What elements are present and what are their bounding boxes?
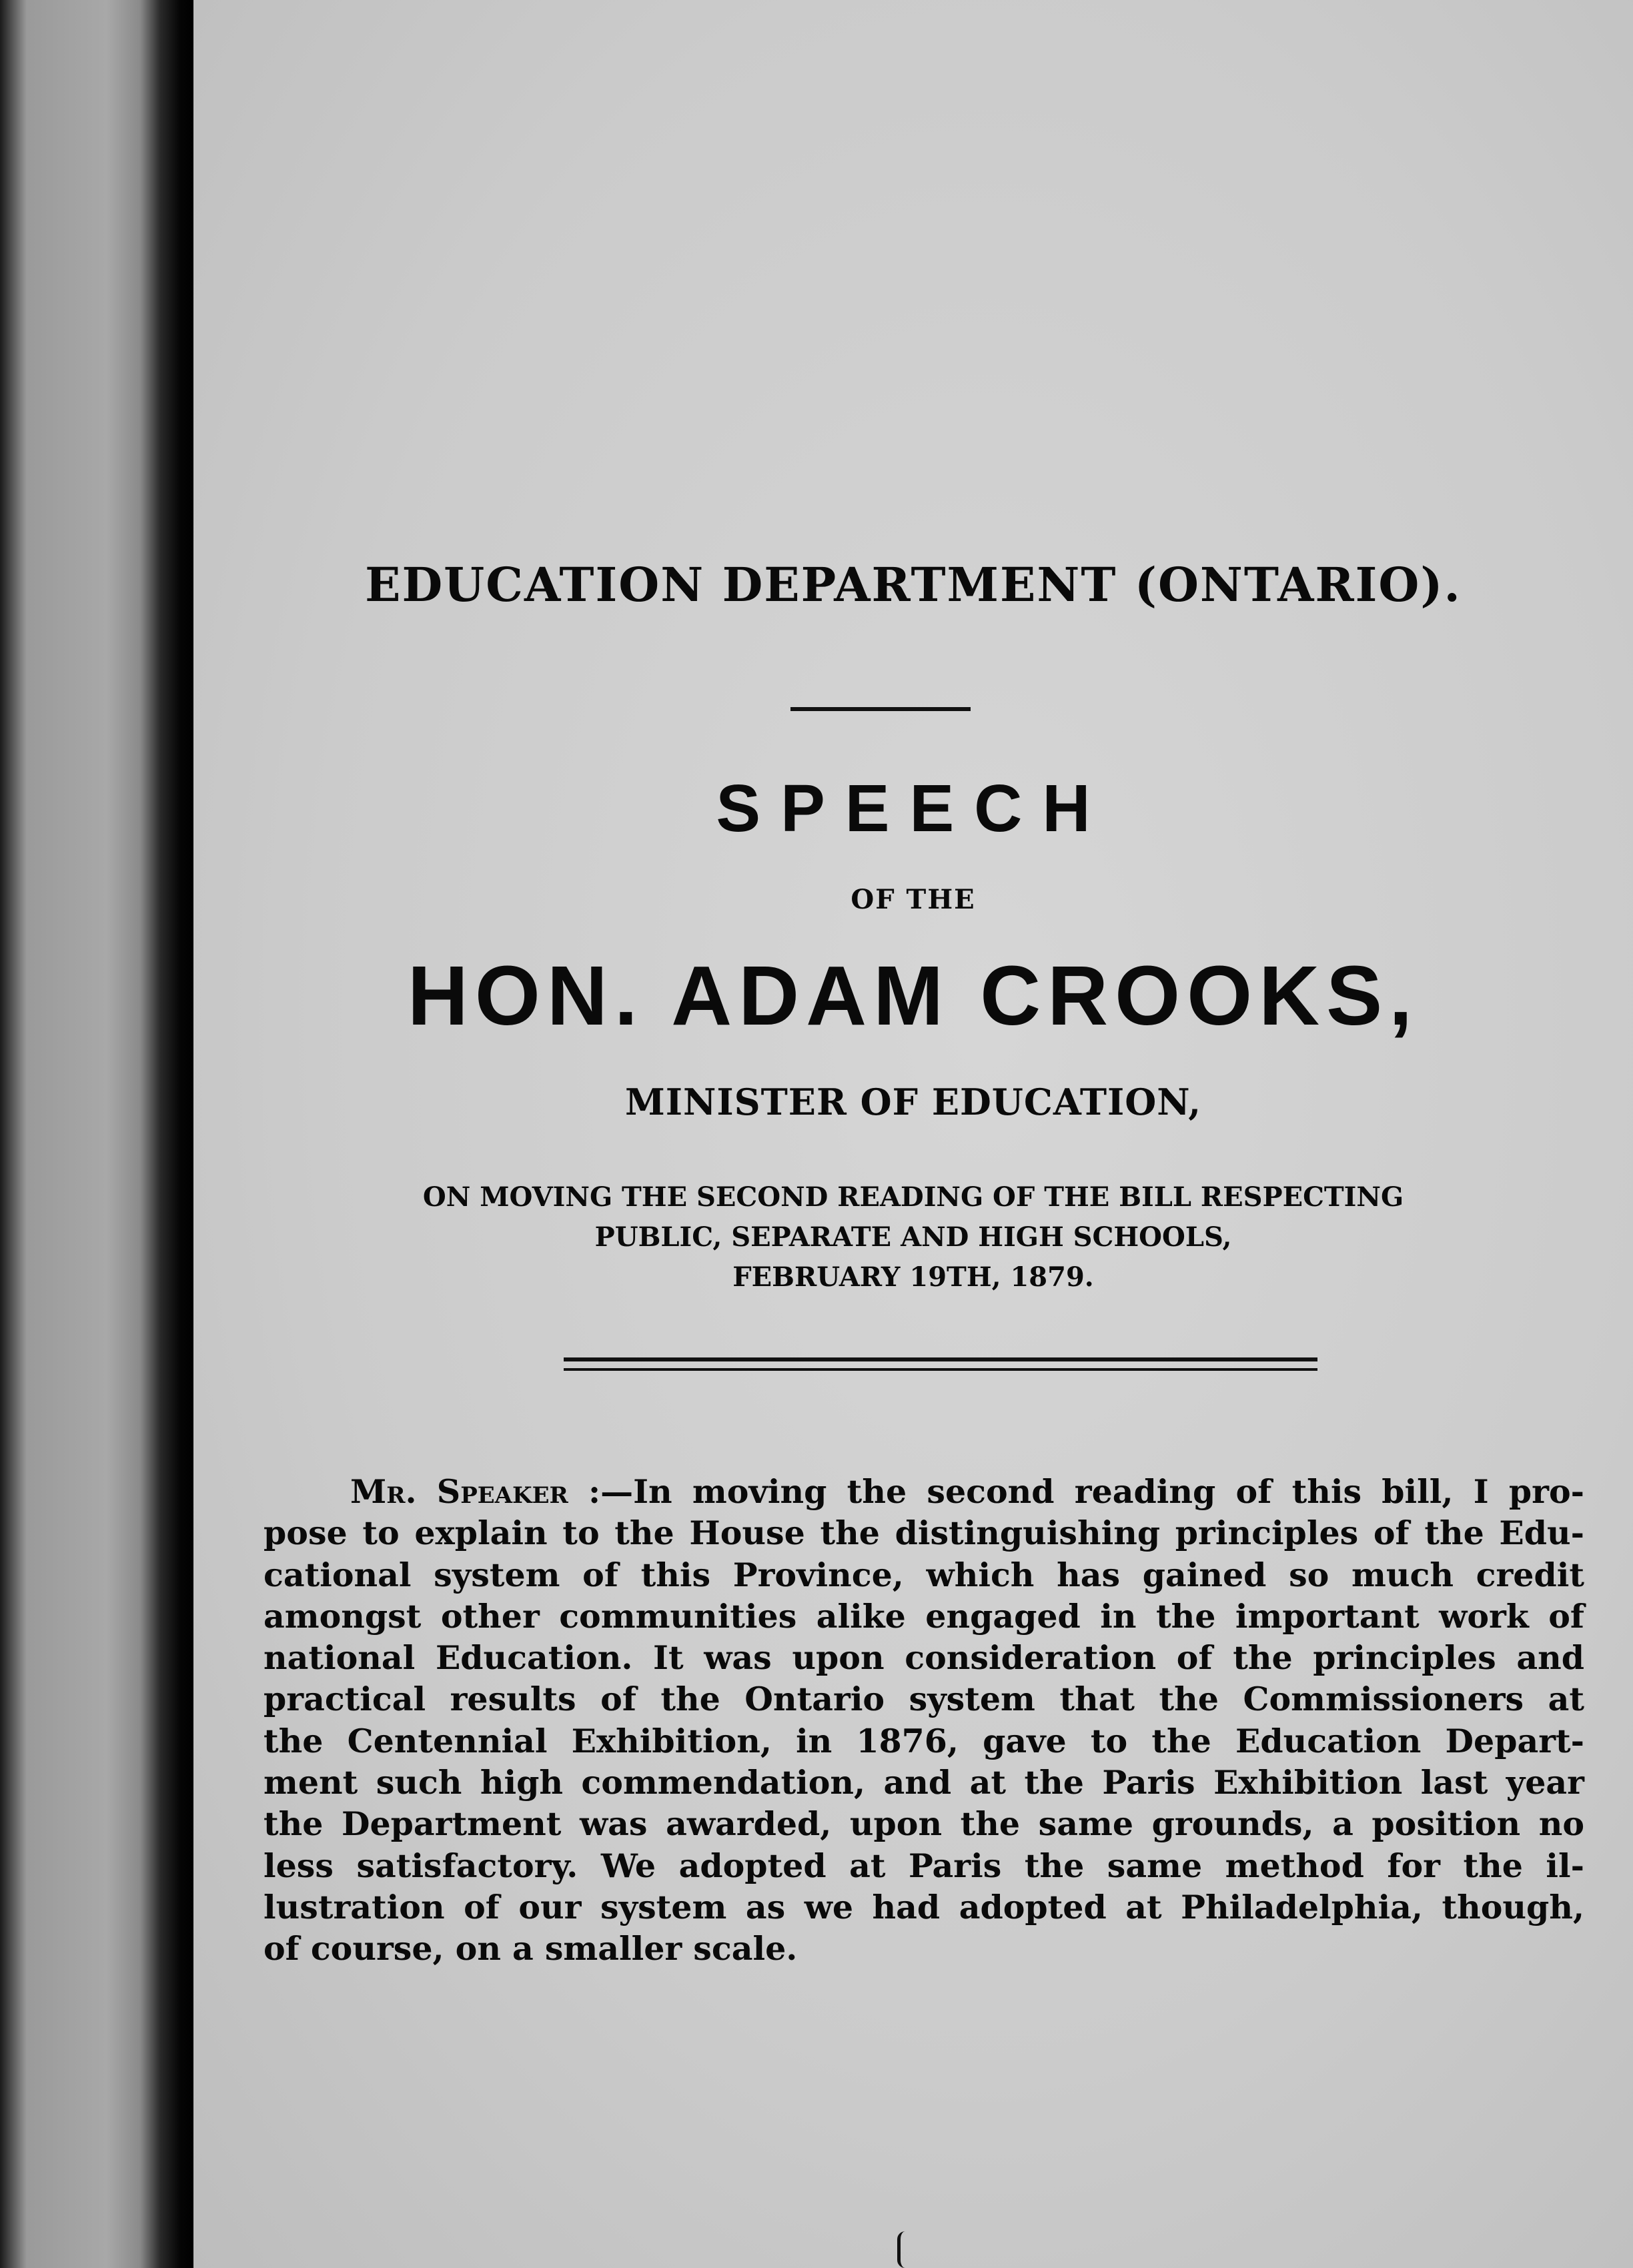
body-line: national Education. It was upon consideration of the principles and	[263, 1638, 1584, 1678]
addressee: Mr. Speaker	[350, 1472, 568, 1511]
body-line: practical results of the Ontario system that the Commissioners at	[263, 1680, 1584, 1719]
body-line	[263, 1471, 1584, 1512]
occasion-line: ON MOVING THE SECOND READING OF THE BILL RESPECTING	[422, 1181, 1404, 1213]
body-line: the Department was awarded, upon the same grounds, a position no	[263, 1804, 1584, 1844]
of-the-label: OF THE	[851, 884, 976, 915]
document-page	[193, 0, 1633, 2268]
speaker-position: MINISTER OF EDUCATION,	[624, 1081, 1202, 1123]
occasion-block	[193, 1177, 1633, 1297]
speech-body	[263, 1471, 1584, 1970]
body-line: of course, on a smaller scale.	[263, 1929, 798, 1968]
body-line: ment such high commendation, and at the Paris Exhibition last year	[263, 1763, 1584, 1802]
department-heading: EDUCATION DEPARTMENT (ONTARIO).	[365, 557, 1462, 612]
document-content	[193, 0, 1633, 2268]
speaker-name: HON. ADAM CROOKS,	[407, 949, 1420, 1043]
section-double-rule	[564, 1357, 1317, 1371]
occasion-line: FEBRUARY 19TH, 1879.	[732, 1261, 1094, 1293]
body-line-text: :—In moving the second reading of this bill, I pro-	[568, 1472, 1584, 1511]
body-line: cational system of this Province, which has gained so much credit	[263, 1555, 1584, 1594]
title-rule	[790, 707, 971, 711]
body-line: amongst other communities alike engaged in the important work of	[263, 1596, 1584, 1636]
body-line: lustration of our system as we had adopted at Philadelphia, though,	[263, 1887, 1584, 1926]
speech-title: SPEECH	[716, 771, 1111, 846]
body-line: less satisfactory. We adopted at Paris the same method for the il-	[263, 1846, 1584, 1885]
occasion-line: PUBLIC, SEPARATE AND HIGH SCHOOLS,	[594, 1221, 1232, 1253]
page-edge-mark	[897, 2231, 915, 2268]
body-line: the Centennial Exhibition, in 1876, gave to the Education Depart-	[263, 1721, 1584, 1760]
body-line: pose to explain to the House the distinguishing principles of the Edu-	[263, 1514, 1584, 1553]
scan-border	[0, 0, 193, 2268]
